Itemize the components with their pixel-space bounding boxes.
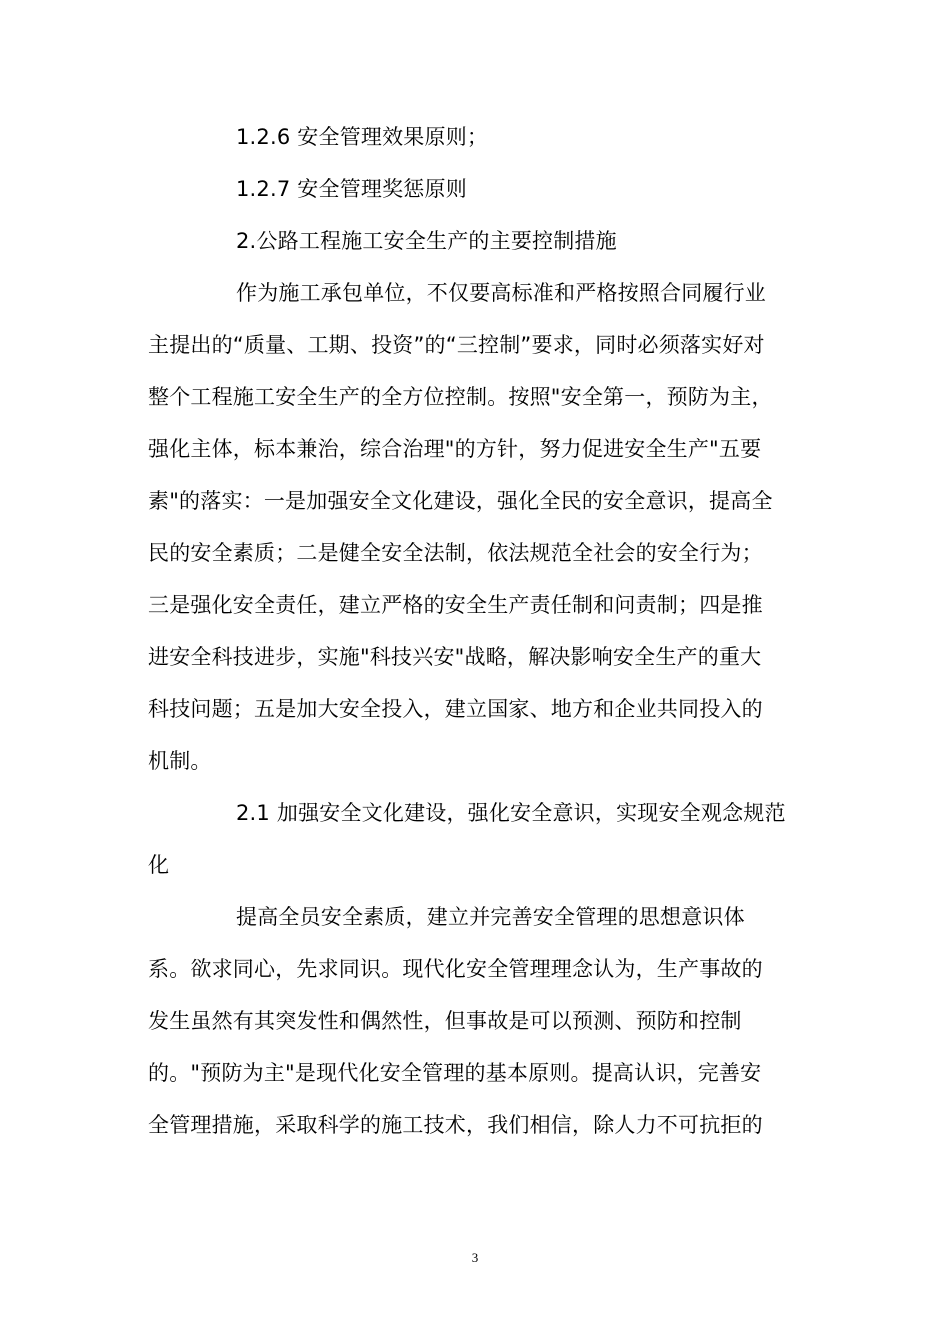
paragraph-line: 整个工程施工安全生产的全方位控制。按照"安全第一，预防为主， xyxy=(148,385,773,409)
heading-2-1-continuation: 化 xyxy=(148,853,170,877)
paragraph-line: 作为施工承包单位，不仅要高标准和严格按照合同履行业 xyxy=(236,281,766,305)
page-number: 3 xyxy=(471,1250,479,1265)
paragraph-line: 机制。 xyxy=(148,749,212,773)
heading-1-2-6: 1.2.6 安全管理效果原则； xyxy=(236,125,489,149)
paragraph-line: 素"的落实：一是加强安全文化建设，强化全民的安全意识，提高全 xyxy=(148,489,773,513)
paragraph-line: 进安全科技进步，实施"科技兴安"战略，解决影响安全生产的重大 xyxy=(148,645,762,669)
paragraph-line: 强化主体，标本兼治，综合治理"的方针，努力促进安全生产"五要 xyxy=(148,437,762,461)
paragraph-line: 三是强化安全责任，建立严格的安全生产责任制和问责制；四是推 xyxy=(148,593,763,617)
paragraph-line: 民的安全素质；二是健全安全法制，依法规范全社会的安全行为； xyxy=(148,541,763,565)
paragraph-line: 发生虽然有其突发性和偶然性，但事故是可以预测、预防和控制 xyxy=(148,1009,742,1033)
paragraph-line: 的。"预防为主"是现代化安全管理的基本原则。提高认识，完善安 xyxy=(148,1061,762,1085)
paragraph-line: 系。欲求同心，先求同识。现代化安全管理理念认为，生产事故的 xyxy=(148,957,763,981)
paragraph-line: 全管理措施，采取科学的施工技术，我们相信，除人力不可抗拒的 xyxy=(148,1113,763,1137)
paragraph-line: 科技问题；五是加大安全投入，建立国家、地方和企业共同投入的 xyxy=(148,697,763,721)
heading-2-1: 2.1 加强安全文化建设，强化安全意识，实现安全观念规范 xyxy=(236,801,786,825)
paragraph-line: 主提出的“质量、工期、投资”的“三控制”要求，同时必须落实好对 xyxy=(148,333,765,357)
heading-1-2-7: 1.2.7 安全管理奖惩原则 xyxy=(236,177,467,201)
paragraph-line: 提高全员安全素质，建立并完善安全管理的思想意识体 xyxy=(236,905,745,929)
heading-section-2: 2.公路工程施工安全生产的主要控制措施 xyxy=(236,229,617,253)
